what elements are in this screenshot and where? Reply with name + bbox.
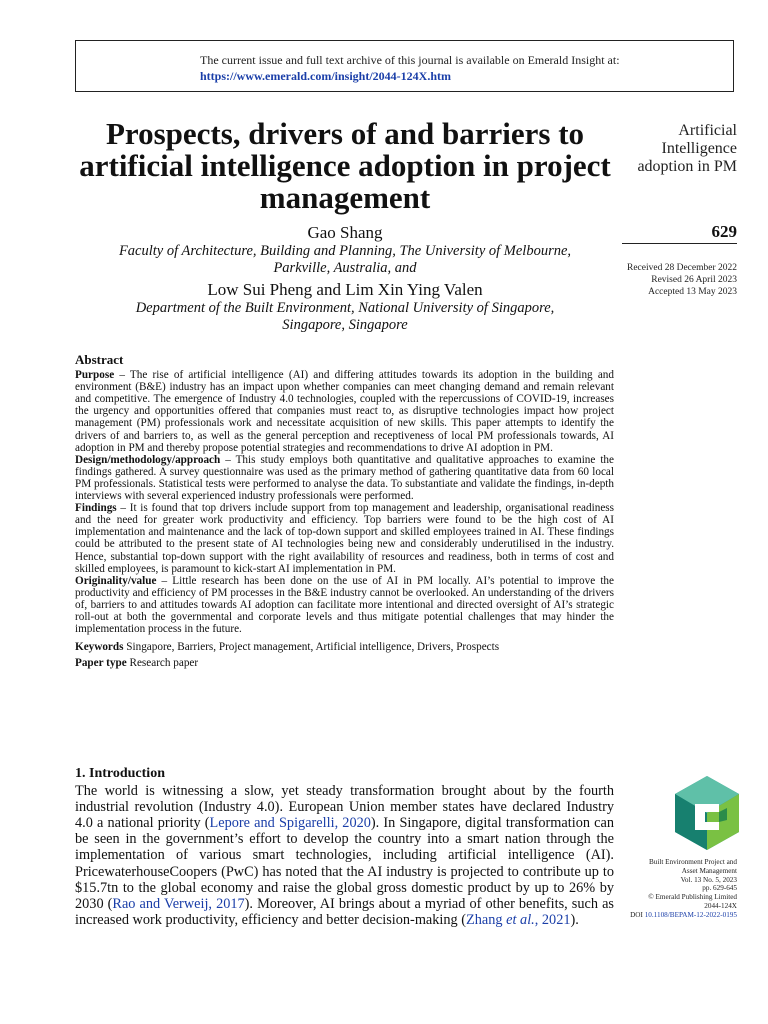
citation-link[interactable]: Lepore and Spigarelli, 2020 (209, 815, 371, 832)
running-head-line: Artificial (678, 122, 737, 139)
keywords-label: Keywords (75, 641, 124, 654)
paper-type-line (75, 657, 614, 669)
abstract-design (75, 454, 614, 502)
paper-type-text: Research paper (126, 657, 199, 670)
abstract-heading: Abstract (75, 352, 124, 367)
purpose-label: Purpose (75, 369, 115, 382)
abstract-findings (75, 502, 614, 575)
author-block (75, 222, 615, 334)
journal-info (597, 858, 737, 920)
accepted-date: Accepted 13 May 2023 (648, 287, 737, 297)
paper-type-label: Paper type (75, 657, 127, 670)
journal-url-link[interactable]: https://www.emerald.com/insight/2044-124X.htm (200, 69, 451, 83)
author-affiliation: Singapore, Singapore (282, 317, 408, 333)
journal-copyright: © Emerald Publishing Limited (648, 893, 737, 902)
received-date: Received 28 December 2022 (627, 263, 737, 273)
access-notice: The current issue and full text archive of this journal is available on Emerald Insight at: (200, 53, 620, 67)
running-head-line: adoption in PM (637, 158, 737, 175)
author-affiliation: Faculty of Architecture, Building and Planning, The University of Melbourne, (118, 243, 572, 259)
page-number: 629 (711, 222, 737, 241)
intro-text: ). In Singapore, digital transformation can be seen in the government’s effort to develop the country into a smart nation through the implementation of various smart technologies, including artificial intelligence (AI). PricewaterhouseCoopers (PwC) has noted that the AI industry is projected to contribute up to $15.7tn to the global economy and raise the global gross domestic product by up to 26% by 2030 ( (75, 815, 615, 912)
journal-name: Built Environment Project and (648, 858, 737, 866)
purpose-text: – The rise of artificial intelligence (AI) and differing attitudes towards its adoption in the building and environment (B&E) industry has an impact upon whether companies can meet changing demand and remain relevant and competitive. The emergence of Industry 4.0 technologies, coupled with the repercussions of COVID-19, increases the urgency and opportunities offered that companies must react to, as disruptive technologies impact how project management (PM) professionals work and necessitate acquisition of new skills. This paper attempts to identify the drivers of and barriers to, as well as the general perception and receptiveness of local PM professionals towards, AI adoption in PM and thereby propose potential strategies and recommendations to drive AI adoption in PM. (75, 369, 614, 454)
intro-text: The world is witnessing a slow, yet steady transformation brought about by the fourth industrial revolution (Industry 4.0). European Union member states have declared Industry 4.0 a national priority ( (75, 783, 614, 832)
keywords-line (75, 641, 614, 653)
intro-text: ). Moreover, AI brings about a myriad of other benefits, such as increased work productivity, efficiency and better decision-making ( (75, 895, 614, 928)
introduction-heading: 1. Introduction (75, 766, 165, 781)
author-affiliation: Parkville, Australia, and (273, 260, 417, 276)
design-text: – This study employs both quantitative and qualitative approaches to examine the findings gathered. A survey questionnaire was used as the primary method of gathering quantitative data from 60 local PM professionals. Statistical tests were performed to analyse the data. To substantiate and validate the findings, in-depth interviews with several experienced industry professionals were performed. (75, 453, 614, 503)
design-label: Design/methodology/approach (75, 453, 221, 466)
journal-access-box (75, 40, 734, 92)
margin-rule (622, 243, 737, 244)
originality-label: Originality/value (75, 574, 157, 587)
journal-doi (597, 911, 737, 920)
author-name: Gao Shang (307, 223, 383, 242)
findings-text: – It is found that top drivers include support from top management and leadership, organisational readiness and the need for greater work productivity and efficiency. Top barriers were found to be the high cost of AI implementation and maintenance and the lack of top-down support and skilled employees trained in AI. These findings could be attributed to the present state of AI technologies being new and considerably underutilised in the industry. Hence, substantial top-down support with the right availability of resources and readiness, both in terms of cost and skilled employees, is paramount to kick-start AI implementation in PM. (75, 502, 614, 575)
running-head (637, 122, 737, 176)
journal-pages: pp. 629-645 (702, 884, 737, 893)
introduction-paragraph (75, 783, 614, 928)
journal-name: Asset Management (681, 866, 737, 875)
paper-title: Prospects, drivers of and barriers to artificial intelligence adoption in project management (79, 116, 611, 215)
abstract-purpose (75, 369, 614, 454)
doi-link[interactable]: 10.1108/BEPAM-12-2022-0195 (644, 910, 737, 919)
keywords-text: Singapore, Barriers, Project management, Artificial intelligence, Drivers, Prospects (123, 641, 500, 654)
running-head-line: Intelligence (661, 140, 737, 157)
citation-link[interactable] (466, 912, 570, 928)
citation-part: , 2021 (534, 911, 571, 928)
author-affiliation: Department of the Built Environment, National University of Singapore, (135, 300, 555, 316)
doi-label: DOI (630, 910, 645, 919)
citation-etal: et al. (506, 911, 535, 928)
emerald-logo-icon (675, 776, 739, 850)
journal-issn: 2044-124X (704, 901, 737, 910)
abstract-originality (75, 575, 614, 635)
citation-link[interactable]: Rao and Verweij, 2017 (112, 895, 245, 912)
intro-text: ). (570, 911, 579, 928)
journal-volume: Vol. 13 No. 5, 2023 (680, 875, 737, 884)
citation-part: Zhang (466, 911, 507, 928)
abstract-section (75, 354, 614, 669)
findings-label: Findings (75, 502, 117, 515)
article-dates (627, 262, 737, 298)
revised-date: Revised 26 April 2023 (651, 275, 737, 285)
author-name: Low Sui Pheng and Lim Xin Ying Valen (207, 280, 483, 299)
originality-text: – Little research has been done on the use of AI in PM locally. AI’s potential to improve the productivity and efficiency of PM processes in the B&E industry cannot be overlooked. An understanding of the drivers of, barriers to and attitudes towards AI adoption can facilitate more intentional and directed oversight of AI’s strategic roll-out at both the governmental and corporate levels and thus mitigate potential challenges that may hinder the implementation process in the future. (75, 574, 614, 636)
introduction-section (75, 766, 614, 928)
